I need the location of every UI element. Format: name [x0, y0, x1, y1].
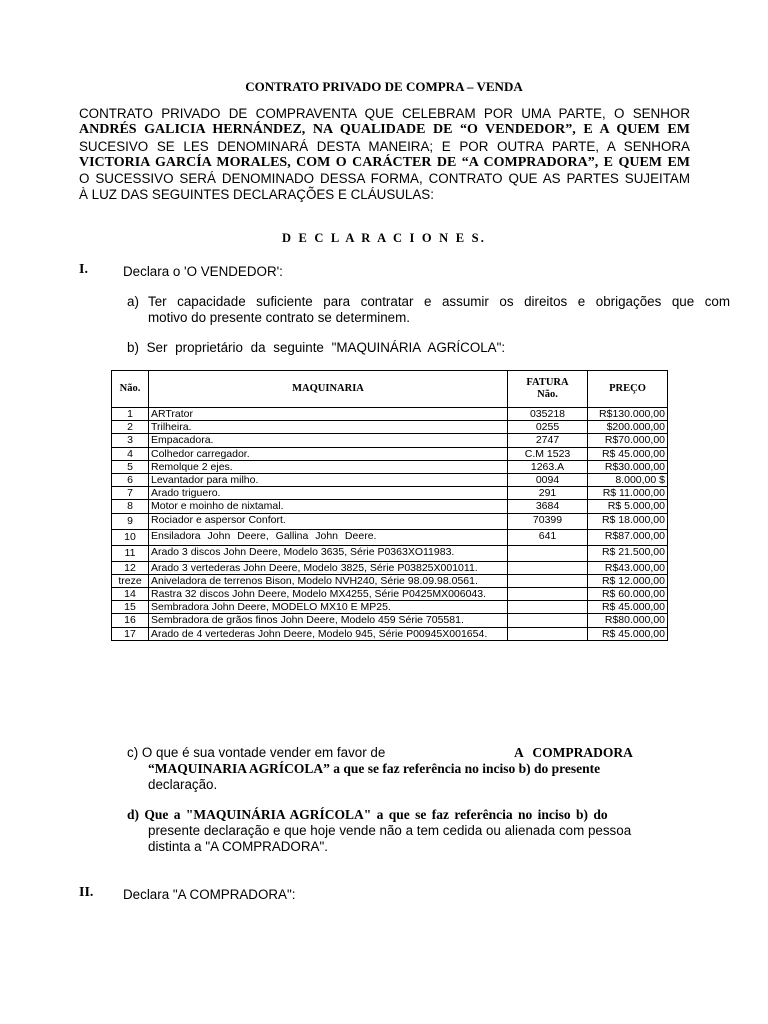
table-row — [112, 529, 668, 545]
cell-desc: Sembradora de grãos finos John Deere, Modelo 459 Série 705581. — [149, 614, 508, 627]
item-c-line-2: “MAQUINARIA AGRÍCOLA” a que se faz referência no inciso b) do presente — [148, 761, 601, 776]
cell-desc: Arado 3 vertederas John Deere, Modelo 3825, Série P03825X001011. — [149, 561, 508, 574]
cell-preco: R$ 5.000,00 — [588, 500, 668, 513]
cell-desc: Sembradora John Deere, MODELO MX10 E MP25. — [149, 601, 508, 614]
item-a-line-2: motivo do presente contrato se determinem. — [148, 310, 410, 325]
cell-fatura — [508, 574, 588, 587]
cell-fatura — [508, 627, 588, 640]
cell-no: 14 — [112, 588, 149, 601]
cell-preco: R$ 60.000,00 — [588, 588, 668, 601]
item-c-buyer: A COMPRADORA — [514, 745, 633, 760]
cell-fatura: 3684 — [508, 500, 588, 513]
cell-no: 5 — [112, 460, 149, 473]
cell-no: 2 — [112, 421, 149, 434]
cell-preco: R$ 11.000,00 — [588, 487, 668, 500]
cell-no: 12 — [112, 561, 149, 574]
cell-no: 8 — [112, 500, 149, 513]
cell-no: 4 — [112, 447, 149, 460]
table-row — [112, 513, 668, 529]
item-d-line-2: presente declaração e que hoje vende não a tem cedida ou alienada com pessoa — [148, 823, 632, 838]
cell-no: 7 — [112, 487, 149, 500]
cell-fatura — [508, 588, 588, 601]
cell-preco: R$80.000,00 — [588, 614, 668, 627]
cell-desc: Rastra 32 discos John Deere, Modelo MX4255, Série P0425MX006043. — [149, 588, 508, 601]
cell-desc: Colhedor carregador. — [149, 447, 508, 460]
cell-no: 9 — [112, 513, 149, 529]
cell-preco: R$30.000,00 — [588, 460, 668, 473]
table-row — [112, 460, 668, 473]
cell-desc: Levantador para milho. — [149, 474, 508, 487]
cell-preco: R$ 45.000,00 — [588, 627, 668, 640]
cell-fatura: 70399 — [508, 513, 588, 529]
table-row — [112, 601, 668, 614]
intro-line-5: O SUCESSIVO SERÁ DENOMINADO DESSA FORMA, CONTRATO QUE AS PARTES SUJEITAM — [79, 171, 690, 187]
cell-desc: Trilheira. — [149, 421, 508, 434]
intro-line-1: CONTRATO PRIVADO DE COMPRAVENTA QUE CELEBRAM POR UMA PARTE, O SENHOR — [79, 106, 690, 121]
table-row — [112, 474, 668, 487]
section-1-numeral: I. — [79, 262, 88, 277]
cell-desc: ARTrator — [149, 408, 508, 421]
cell-fatura: 291 — [508, 487, 588, 500]
cell-fatura: 0255 — [508, 421, 588, 434]
intro-line-6: À LUZ DAS SEGUINTES DECLARAÇÕES E CLÁUSULAS: — [79, 187, 434, 203]
col-header-fatura — [508, 371, 588, 408]
intro-line-4: VICTORIA GARCÍA MORALES, COM O CARÁCTER DE “A COMPRADORA”, E QUEM EM — [79, 154, 690, 170]
col-header-no: Não. — [112, 371, 149, 408]
cell-desc: Arado de 4 vertederas John Deere, Modelo 945, Série P00945X001654. — [149, 627, 508, 640]
item-d-line-1: d) Que a "MAQUINÁRIA AGRÍCOLA" a que se faz referência no inciso b) do — [127, 807, 608, 822]
table-row — [112, 487, 668, 500]
cell-fatura — [508, 614, 588, 627]
col-header-fatura-line2: Não. — [537, 389, 558, 400]
item-a-marker: a) — [127, 294, 139, 309]
col-header-maquinaria: MAQUINARIA — [149, 371, 508, 408]
cell-fatura — [508, 561, 588, 574]
item-b: b) Ser proprietário da seguinte "MAQUINÁRIA AGRÍCOLA": — [127, 340, 506, 355]
cell-preco: $200.000,00 — [588, 421, 668, 434]
section-1-heading: Declara o 'O VENDEDOR': — [123, 264, 283, 279]
cell-preco: R$ 18.000,00 — [588, 513, 668, 529]
table-row — [112, 588, 668, 601]
cell-desc: Arado 3 discos John Deere, Modelo 3635, Série P0363XO11983. — [149, 545, 508, 561]
table-row — [112, 614, 668, 627]
table-row — [112, 408, 668, 421]
cell-fatura — [508, 601, 588, 614]
intro-line-2: ANDRÉS GALICIA HERNÁNDEZ, NA QUALIDADE DE “O VENDEDOR”, E A QUEM EM — [79, 122, 690, 138]
cell-desc: Rociador e aspersor Confort. — [149, 513, 508, 529]
cell-no: 16 — [112, 614, 149, 627]
section-2-heading: Declara "A COMPRADORA": — [123, 887, 296, 902]
cell-fatura: 2747 — [508, 434, 588, 447]
cell-preco: R$ 45.000,00 — [588, 447, 668, 460]
cell-desc: Motor e moinho de nixtamal. — [149, 500, 508, 513]
cell-fatura: 0094 — [508, 474, 588, 487]
cell-desc: Aniveladora de terrenos Bison, Modelo NVH240, Série 98.09.98.0561. — [149, 574, 508, 587]
cell-preco: R$87.000,00 — [588, 529, 668, 545]
cell-no: 17 — [112, 627, 149, 640]
cell-desc: Empacadora. — [149, 434, 508, 447]
item-c-line-1: c) O que é sua vontade vender em favor de — [127, 745, 386, 760]
table-header-row — [112, 371, 668, 408]
cell-preco: 8.000,00 $ — [588, 474, 668, 487]
cell-preco: R$130.000,00 — [588, 408, 668, 421]
section-2-numeral: II. — [79, 885, 94, 900]
cell-no: treze — [112, 574, 149, 587]
item-c-line-3: declaração. — [148, 777, 218, 792]
item-d-line-3: distinta a "A COMPRADORA". — [148, 839, 328, 854]
col-header-fatura-line1: FATURA — [526, 376, 569, 388]
col-header-preco: PREÇO — [588, 371, 668, 408]
table-row — [112, 434, 668, 447]
table-row — [112, 574, 668, 587]
cell-preco: R$43.000,00 — [588, 561, 668, 574]
table-row — [112, 627, 668, 640]
cell-no: 6 — [112, 474, 149, 487]
table-row — [112, 500, 668, 513]
intro-line-3: SUCESIVO SE LES DENOMINARÁ DESTA MANEIRA; E POR OUTRA PARTE, A SENHORA — [79, 138, 690, 154]
cell-fatura: 641 — [508, 529, 588, 545]
cell-desc: Remolque 2 ejes. — [149, 460, 508, 473]
cell-preco: R$70.000,00 — [588, 434, 668, 447]
cell-fatura: C.M 1523 — [508, 447, 588, 460]
cell-no: 10 — [112, 529, 149, 545]
cell-no: 15 — [112, 601, 149, 614]
cell-preco: R$ 21.500,00 — [588, 545, 668, 561]
cell-desc: Arado triguero. — [149, 487, 508, 500]
cell-no: 1 — [112, 408, 149, 421]
document-title: CONTRATO PRIVADO DE COMPRA – VENDA — [245, 79, 523, 94]
cell-fatura — [508, 545, 588, 561]
intro-paragraph — [79, 106, 690, 204]
table-row — [112, 561, 668, 574]
table-row — [112, 447, 668, 460]
table-row — [112, 545, 668, 561]
cell-no: 3 — [112, 434, 149, 447]
cell-no: 11 — [112, 545, 149, 561]
cell-desc: Ensiladora John Deere, Gallina John Deere. — [149, 529, 508, 545]
machinery-table — [111, 370, 668, 641]
cell-preco: R$ 45.000,00 — [588, 601, 668, 614]
declaraciones-heading: D E C L A R A C I O N E S. — [281, 231, 487, 245]
item-a-line-1: Ter capacidade suficiente para contratar e assumir os direitos e obrigações que com — [148, 294, 730, 309]
cell-fatura: 1263.A — [508, 460, 588, 473]
table-row — [112, 421, 668, 434]
cell-preco: R$ 12.000,00 — [588, 574, 668, 587]
cell-fatura: 035218 — [508, 408, 588, 421]
